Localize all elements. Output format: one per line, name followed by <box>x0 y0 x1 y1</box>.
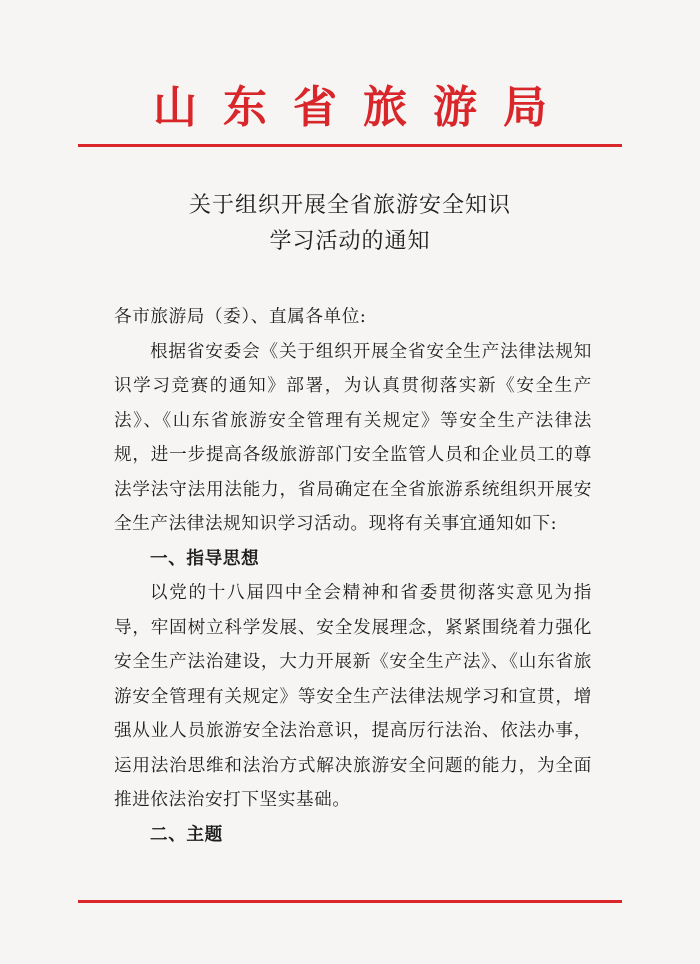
notice-title-line-2: 学习活动的通知 <box>269 229 431 254</box>
footer-rule <box>78 900 622 903</box>
paragraph-guiding-ideology: 以党的十八届四中全会精神和省委贯彻落实意见为指导，牢固树立科学发展、安全发展理念，紧紧围绕着力强化安全生产法治建设，大力开展新《安全生产法》、《山东省旅游安全管理有关规定》等安全生产法律法规学习和宣贯，增强从业人员旅游安全法治意识，提高厉行法治、依法办事，运用法治思维和法治方式解决旅游安全问题的能力，为全面推进依法治安打下坚实基础。 <box>114 583 592 810</box>
notice-title-line-1: 关于组织开展全省旅游安全知识 <box>188 193 511 218</box>
letterhead-top-rule <box>78 144 622 147</box>
notice-body <box>114 300 592 852</box>
notice-title <box>78 188 622 260</box>
paragraph-intro: 根据省安委会《关于组织开展全省安全生产法律法规知识学习竞赛的通知》部署，为认真贯彻落实新《安全生产法》、《山东省旅游安全管理有关规定》等安全生产法律法规，进一步提高各级旅游部门安全监管人员和企业员工的尊法学法守法用法能力，省局确定在全省旅游系统组织开展安全生产法律法规知识学习活动。现将有关事宜通知如下: <box>114 341 592 534</box>
section-heading-theme: 二、主题 <box>150 823 223 845</box>
salutation: 各市旅游局（委）、直属各单位: <box>114 307 367 327</box>
letterhead-title: 山东省旅游局 <box>153 82 573 133</box>
section-heading-guiding-ideology: 一、指导思想 <box>150 547 260 569</box>
